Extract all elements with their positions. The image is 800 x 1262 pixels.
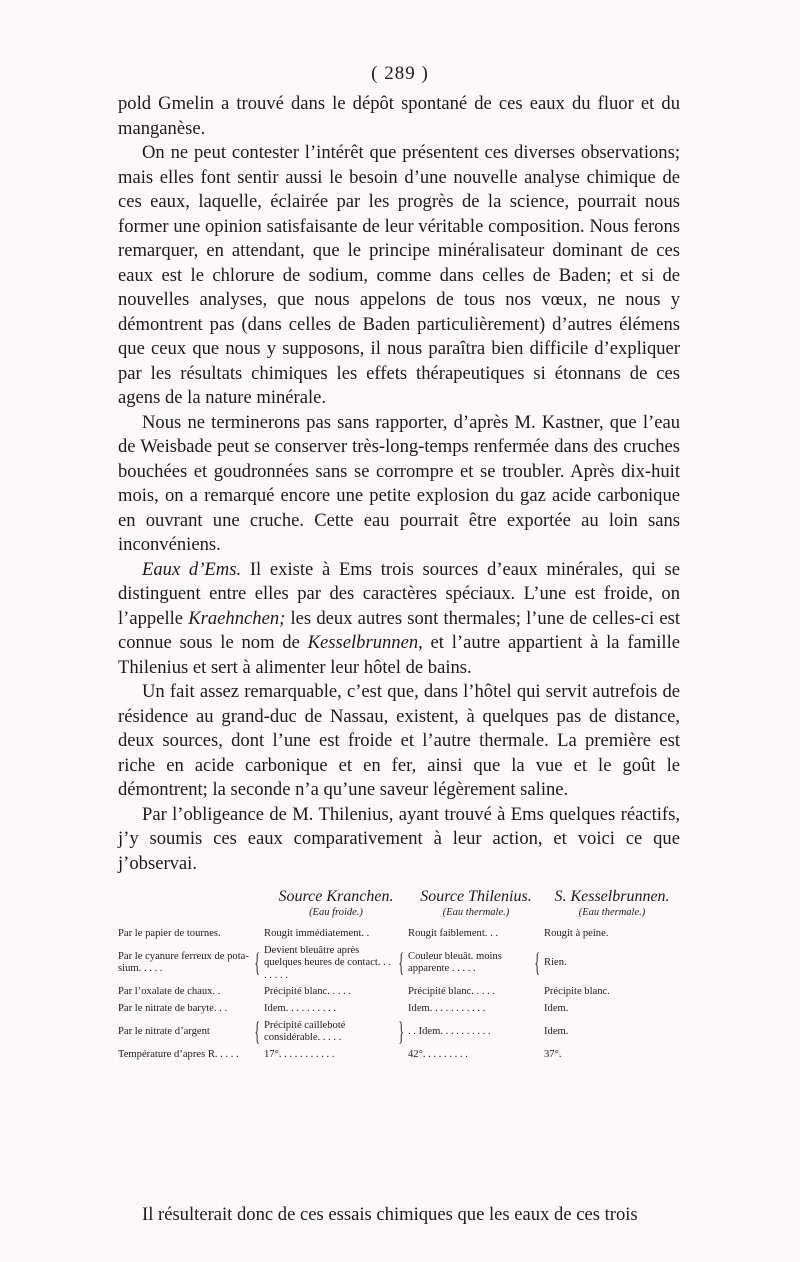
body-text [118,92,680,876]
header-kranchen: Source Kranchen. [278,888,394,905]
table-row [118,1049,680,1062]
table-row [118,945,680,983]
cell-kesselbrunnen: Rien. [544,957,567,968]
header-kesselbrunnen: S. Kesselbrunnen. [554,888,670,905]
paragraph-5: Un fait assez remarquable, c’est que, dans l’hôtel qui servit autrefois de résidence au grand-duc de Nassau, existent, à quelques pas de distance, deux sources, dont l’une est froide et l’autre thermale. La première est riche en acide carbonique et en fer, ainsi que la vue et le goût le démontrent; la seconde n’a qu’une saveur légèrement saline. [118,681,680,800]
paragraph-3: Nous ne terminerons pas sans rapporter, d’après M. Kastner, que l’eau de Weisbade peut se conserver très-long-temps renfermée dans des cruches bouchées et goudronnées sans se corrompre et se troubler. Après dix-huit mois, on a remarqué encore une petite explosion du gaz acide carbonique en ouvrant une cruche. Cette eau pourrait être exportée au loin sans inconvéniens. [118,411,680,555]
cell-kranchen: Idem. . . . . . . . . . [264,1002,337,1014]
paragraph-2: On ne peut contester l’intérêt que présentent ces diverses observations; mais elles font sentir aussi le besoin d’une nouvelle analyse chimique de ces eaux, laquelle, éclairée par les progrès de la science, pourrait nous former une opinion satisfaisante de leur véritable composition. Nous ferons remarquer, en attendant, que le principe minéralisateur dominant de ces eaux est le chlorure de sodium, comme dans celles de Baden; et si de nouvelles analyses, que nous appelons de tous nos vœux, ne nous y démontrent pas (dans celles de Baden particulièrement) d’autres élémens que ceux que nous y supposons, il nous paraîtra bien difficile d’expliquer par les résultats chimiques les effets thérapeutiques si étonnans de ces agens de la nature minérale. [118,142,680,408]
subheader-kranchen: (Eau froide.) [309,907,363,918]
table-row [118,928,680,941]
paragraph-6: Par l’obligeance de M. Thilenius, ayant trouvé à Ems quelques réactifs, j’y soumis ces eaux comparativement à leur action, et voici ce que j’observai. [118,803,680,874]
cell-kranchen: 17°. . . . . . . . . . . [264,1049,335,1060]
paragraph-1: pold Gmelin a trouvé dans le dépôt spontané de ces eaux du fluor et du manganèse. [118,93,680,139]
cell-thilenius: 42°. . . . . . . . . [408,1049,468,1060]
header-thilenius: Source Thilenius. [420,888,532,905]
cell-thilenius: Idem. . . . . . . . . . . [408,1002,486,1014]
table-header-row [118,887,680,906]
brace-glyph: { [253,948,260,978]
cell-thilenius: Rougit faiblement. . . [408,928,499,939]
table-row [118,1003,680,1016]
cell-kranchen: Rougit immédiatement. . [264,928,370,939]
paragraph-4-part-a: Il existe à Ems trois sources d’eaux minérales, qui se distinguent entre elles par des caractères spéciaux. L’une est froide, on l’appelle [118,558,680,629]
table-subheader-row [118,906,680,920]
paragraph-4-part-c: , et l’autre appartient à la famille Thilenius et sert à alimenter leur hôtel de bains. [118,632,680,678]
subheader-thilenius: (Eau thermale.) [442,907,510,918]
row-label: Par le cyanure ferreux de pota-sium. . . . . [118,950,249,975]
cell-kranchen: Devient bleuâtre après quelques heures de contact. . . . . . . . [264,944,392,981]
table-row [118,1019,680,1045]
cell-kesselbrunnen: Idem. [544,1025,569,1037]
cell-kesselbrunnen: Idem. [544,1002,569,1014]
brace-glyph: { [397,948,404,978]
cell-kesselbrunnen: Rougit à peine. [544,928,609,939]
cell-kesselbrunnen: Précipite blanc. [544,986,610,997]
cell-kesselbrunnen: 37°. [544,1049,562,1060]
source-name-kraehnchen: Kraehnchen; [188,607,286,629]
row-label: Par l’oxalate de chaux. . [118,986,221,997]
paragraph-4-part-b: les deux autres sont thermales; l’une de celles-ci est connue sous le nom de [118,607,680,653]
row-label: Par le nitrate de baryte. . . [118,1002,228,1014]
cell-kranchen: Précipité cailleboté considérable. . . . . [264,1019,346,1043]
page-number: ( 289 ) [371,63,429,84]
reagent-table [118,887,680,1062]
subheader-kesselbrunnen: (Eau thermale.) [578,907,646,918]
cell-kranchen: Précipité blanc. . . . . [264,986,352,997]
row-label: Par le nitrate d’argent [118,1025,210,1037]
cell-thilenius: Précipité blanc. . . . . [408,986,496,997]
row-label: Température d’apres R. . . . . [118,1049,239,1060]
section-title-ems: Eaux d’Ems. [142,558,242,580]
cell-thilenius: . . Idem. . . . . . . . . . [408,1025,491,1037]
row-label: Par le papier de tournes. [118,928,221,939]
table-row [118,986,680,999]
source-name-kesselbrunnen: Kesselbrunnen [307,632,419,653]
brace-glyph: { [533,948,540,978]
brace-glyph: } [397,1017,404,1046]
cell-thilenius: Couleur bleuât. moins apparente . . . . . [408,950,502,975]
paragraph-4 [118,558,680,681]
brace-glyph: { [253,1017,260,1046]
closing-line: Il résulterait donc de ces essais chimiques que les eaux de ces trois [142,1204,638,1225]
